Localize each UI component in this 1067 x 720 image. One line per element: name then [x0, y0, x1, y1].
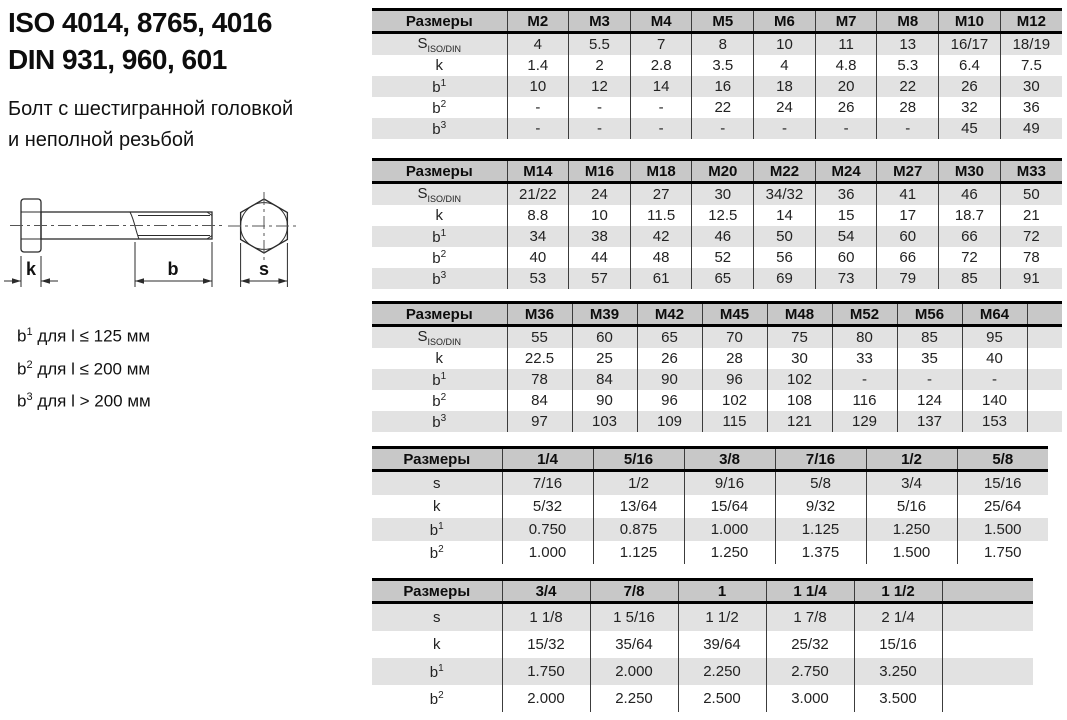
table-row [372, 658, 1033, 685]
value-cell: 25/32 [766, 631, 854, 658]
value-cell: 53 [507, 268, 569, 289]
value-cell: 1.4 [507, 55, 569, 76]
row-label: k [435, 57, 443, 74]
din-title-line: DIN 931, 960, 601 [8, 44, 227, 75]
size-column-header: 7/16 [775, 448, 866, 471]
value-cell: 15 [815, 205, 877, 226]
table-row [372, 118, 1062, 139]
value-cell: 61 [630, 268, 692, 289]
table-row [372, 631, 1033, 658]
value-cell: 56 [754, 247, 816, 268]
table-row [372, 348, 1062, 369]
row-label: $S_{ISO/DIN}$ [417, 35, 462, 54]
value-cell: 4 [754, 55, 816, 76]
value-cell: 72 [1000, 226, 1062, 247]
size-column-header [1027, 303, 1062, 326]
value-cell: 153 [962, 411, 1027, 432]
size-column-header: M6 [754, 10, 816, 33]
value-cell: 0.750 [502, 518, 593, 541]
note-b2: $b^2$ для l ≤ 200 мм [17, 358, 151, 379]
row-label: $b^2$ [432, 248, 447, 267]
row-label: $b^2$ [429, 689, 444, 708]
value-cell: 24 [754, 97, 816, 118]
row-label: $b^1$ [432, 370, 447, 389]
size-column-header: M2 [507, 10, 569, 33]
value-cell: 3.500 [854, 685, 942, 712]
value-cell: 102 [702, 390, 767, 411]
size-column-header: 5/16 [593, 448, 684, 471]
value-cell: 65 [692, 268, 754, 289]
value-cell: 85 [939, 268, 1001, 289]
size-column-header: M8 [877, 10, 939, 33]
header-row [372, 580, 1033, 603]
bolt-technical-drawing [2, 184, 332, 316]
value-cell: 40 [962, 348, 1027, 369]
value-cell: 95 [962, 326, 1027, 349]
value-cell: 18.7 [939, 205, 1001, 226]
value-cell: 41 [877, 183, 939, 206]
header-row [372, 10, 1062, 33]
row-label: $b^2$ [432, 98, 447, 117]
value-cell: 70 [702, 326, 767, 349]
size-column-header: 1 1/2 [854, 580, 942, 603]
value-cell: 39/64 [678, 631, 766, 658]
value-cell: 109 [637, 411, 702, 432]
value-cell: 15/32 [502, 631, 590, 658]
value-cell: 1.500 [957, 518, 1048, 541]
note-b1: $b^1$ для l ≤ 125 мм [17, 326, 151, 346]
row-label: $b^1$ [429, 520, 444, 539]
inch-table-quarter-to-fiveeighths [372, 446, 1048, 564]
value-cell: 3.250 [854, 658, 942, 685]
value-cell: 46 [692, 226, 754, 247]
value-cell: 1.000 [502, 541, 593, 564]
value-cell: - [630, 118, 692, 139]
value-cell: 7/16 [502, 471, 593, 496]
dimension-label-b: b [167, 259, 179, 279]
value-cell: 2.000 [502, 685, 590, 712]
value-cell: 7 [630, 33, 692, 56]
value-cell: 18/19 [1000, 33, 1062, 56]
size-column-header: M48 [767, 303, 832, 326]
size-column-header: M16 [569, 160, 631, 183]
standard-title [8, 4, 272, 78]
value-cell: 34/32 [754, 183, 816, 206]
value-cell: 26 [815, 97, 877, 118]
table-row [372, 247, 1062, 268]
size-column-header: 1 1/4 [766, 580, 854, 603]
size-column-header: M22 [754, 160, 816, 183]
value-cell: - [877, 118, 939, 139]
size-column-header: 1/2 [866, 448, 957, 471]
value-cell: 18 [754, 76, 816, 97]
value-cell: 14 [630, 76, 692, 97]
value-cell: 11.5 [630, 205, 692, 226]
size-column-header: M30 [939, 160, 1001, 183]
value-cell: 1.500 [866, 541, 957, 564]
value-cell: 50 [1000, 183, 1062, 206]
value-cell: 28 [877, 97, 939, 118]
sizes-header-cell: Размеры [372, 303, 507, 326]
size-column-header: 5/8 [957, 448, 1048, 471]
value-cell: 2.8 [630, 55, 692, 76]
value-cell: 60 [815, 247, 877, 268]
value-cell: 90 [637, 369, 702, 390]
value-cell: 33 [832, 348, 897, 369]
size-column-header: M64 [962, 303, 1027, 326]
table-row [372, 411, 1062, 432]
size-column-header: 1/4 [502, 448, 593, 471]
value-cell: 30 [767, 348, 832, 369]
value-cell: 1/2 [593, 471, 684, 496]
value-cell: 60 [572, 326, 637, 349]
metric-table-m36-m64 [372, 301, 1062, 432]
sizes-header-cell: Размеры [372, 10, 507, 33]
value-cell: 26 [939, 76, 1001, 97]
value-cell: 1.750 [502, 658, 590, 685]
description [8, 94, 293, 156]
size-column-header: M7 [815, 10, 877, 33]
value-cell: 69 [754, 268, 816, 289]
value-cell: 48 [630, 247, 692, 268]
table-row [372, 541, 1048, 564]
value-cell: 57 [569, 268, 631, 289]
value-cell [1027, 326, 1062, 349]
row-label: $S_{ISO/DIN}$ [417, 185, 462, 204]
value-cell: 60 [877, 226, 939, 247]
value-cell: 13 [877, 33, 939, 56]
size-column-header: M18 [630, 160, 692, 183]
value-cell: - [897, 369, 962, 390]
size-column-header: M42 [637, 303, 702, 326]
value-cell: 22 [692, 97, 754, 118]
size-column-header: M4 [630, 10, 692, 33]
size-column-header: M36 [507, 303, 572, 326]
value-cell: 1.250 [684, 541, 775, 564]
size-column-header: M12 [1000, 10, 1062, 33]
value-cell: 4 [507, 33, 569, 56]
value-cell: 1.750 [957, 541, 1048, 564]
header-row [372, 448, 1048, 471]
table-row [372, 268, 1062, 289]
value-cell: 121 [767, 411, 832, 432]
value-cell: 15/64 [684, 495, 775, 518]
table-row [372, 390, 1062, 411]
value-cell: 52 [692, 247, 754, 268]
metric-table-m14-m33 [372, 158, 1062, 289]
value-cell: 50 [754, 226, 816, 247]
sizes-header-cell: Размеры [372, 160, 507, 183]
value-cell: 97 [507, 411, 572, 432]
value-cell: 96 [702, 369, 767, 390]
value-cell: 54 [815, 226, 877, 247]
size-column-header: M27 [877, 160, 939, 183]
value-cell: 12.5 [692, 205, 754, 226]
value-cell: 129 [832, 411, 897, 432]
value-cell: - [569, 118, 631, 139]
value-cell: 8 [692, 33, 754, 56]
value-cell [1027, 411, 1062, 432]
value-cell: - [569, 97, 631, 118]
value-cell: 36 [815, 183, 877, 206]
value-cell: 102 [767, 369, 832, 390]
value-cell: 72 [939, 247, 1001, 268]
value-cell: 1.250 [866, 518, 957, 541]
table-row [372, 369, 1062, 390]
table-row [372, 226, 1062, 247]
table-row [372, 183, 1062, 206]
size-column-header: M20 [692, 160, 754, 183]
value-cell: 25/64 [957, 495, 1048, 518]
value-cell: 3.5 [692, 55, 754, 76]
value-cell: 15/16 [957, 471, 1048, 496]
table-row [372, 55, 1062, 76]
row-label: k [435, 207, 443, 224]
size-column-header: M39 [572, 303, 637, 326]
value-cell: 35/64 [590, 631, 678, 658]
value-cell: 10 [754, 33, 816, 56]
value-cell: 20 [815, 76, 877, 97]
value-cell: 11 [815, 33, 877, 56]
value-cell: 75 [767, 326, 832, 349]
table-row [372, 471, 1048, 496]
row-label: $b^3$ [432, 269, 447, 288]
header-row [372, 303, 1062, 326]
metric-table-m2-m12 [372, 8, 1062, 139]
value-cell: 66 [877, 247, 939, 268]
row-label: $b^1$ [432, 77, 447, 96]
value-cell: 78 [1000, 247, 1062, 268]
description-line1: Болт с шестигранной головкой [8, 98, 294, 120]
size-column-header: M10 [939, 10, 1001, 33]
value-cell: 30 [1000, 76, 1062, 97]
value-cell: 46 [939, 183, 1001, 206]
value-cell: 84 [507, 390, 572, 411]
value-cell: 66 [939, 226, 1001, 247]
value-cell: 30 [692, 183, 754, 206]
value-cell: 108 [767, 390, 832, 411]
value-cell: 1.375 [775, 541, 866, 564]
value-cell: 36 [1000, 97, 1062, 118]
value-cell: 4.8 [815, 55, 877, 76]
table-row [372, 326, 1062, 349]
value-cell: 34 [507, 226, 569, 247]
value-cell [942, 603, 1033, 632]
value-cell: - [815, 118, 877, 139]
value-cell: 1 1/8 [502, 603, 590, 632]
value-cell: 1 1/2 [678, 603, 766, 632]
size-column-header: M14 [507, 160, 569, 183]
value-cell: 2.750 [766, 658, 854, 685]
size-column-header: 1 [678, 580, 766, 603]
value-cell: 2.250 [590, 685, 678, 712]
value-cell: 32 [939, 97, 1001, 118]
value-cell: 1.125 [593, 541, 684, 564]
value-cell: 40 [507, 247, 569, 268]
value-cell: 5/16 [866, 495, 957, 518]
value-cell: - [692, 118, 754, 139]
value-cell: 1.125 [775, 518, 866, 541]
size-column-header: 7/8 [590, 580, 678, 603]
table-row [372, 97, 1062, 118]
table-row [372, 76, 1062, 97]
value-cell: - [754, 118, 816, 139]
size-column-header: M56 [897, 303, 962, 326]
row-label: $b^2$ [429, 543, 444, 562]
value-cell: 9/16 [684, 471, 775, 496]
row-label: $b^3$ [432, 119, 447, 138]
table-row [372, 518, 1048, 541]
row-label: k [433, 636, 441, 653]
value-cell: 79 [877, 268, 939, 289]
value-cell: 90 [572, 390, 637, 411]
value-cell: 10 [569, 205, 631, 226]
value-cell: 45 [939, 118, 1001, 139]
value-cell: 2.500 [678, 685, 766, 712]
row-label: k [433, 498, 441, 515]
value-cell: 73 [815, 268, 877, 289]
value-cell: - [832, 369, 897, 390]
value-cell: 1.000 [684, 518, 775, 541]
row-label: $b^2$ [432, 391, 447, 410]
value-cell [942, 631, 1033, 658]
value-cell: 2.000 [590, 658, 678, 685]
value-cell: 38 [569, 226, 631, 247]
value-cell: 5.5 [569, 33, 631, 56]
size-column-header: M24 [815, 160, 877, 183]
size-column-header: M45 [702, 303, 767, 326]
value-cell: 14 [754, 205, 816, 226]
value-cell: 85 [897, 326, 962, 349]
value-cell: 9/32 [775, 495, 866, 518]
dimension-label-k: k [25, 259, 37, 279]
value-cell: 137 [897, 411, 962, 432]
value-cell: 16 [692, 76, 754, 97]
table-row [372, 603, 1033, 632]
value-cell: 8.8 [507, 205, 569, 226]
value-cell: - [630, 97, 692, 118]
value-cell: 13/64 [593, 495, 684, 518]
row-label: $b^3$ [432, 412, 447, 431]
value-cell: 91 [1000, 268, 1062, 289]
value-cell: 96 [637, 390, 702, 411]
value-cell: 27 [630, 183, 692, 206]
value-cell: 12 [569, 76, 631, 97]
value-cell: 5/32 [502, 495, 593, 518]
value-cell [942, 658, 1033, 685]
value-cell: 24 [569, 183, 631, 206]
value-cell: 65 [637, 326, 702, 349]
table-row [372, 495, 1048, 518]
note-b3: $b^3$ для l > 200 мм [17, 391, 151, 411]
value-cell [1027, 369, 1062, 390]
dimension-label-s: s [258, 259, 270, 279]
value-cell: 7.5 [1000, 55, 1062, 76]
value-cell [1027, 348, 1062, 369]
value-cell: 22.5 [507, 348, 572, 369]
value-cell: - [507, 97, 569, 118]
value-cell: - [507, 118, 569, 139]
value-cell: 124 [897, 390, 962, 411]
value-cell: 35 [897, 348, 962, 369]
value-cell: - [962, 369, 1027, 390]
value-cell: 3/4 [866, 471, 957, 496]
size-column-header: 3/4 [502, 580, 590, 603]
value-cell: 140 [962, 390, 1027, 411]
value-cell: 16/17 [939, 33, 1001, 56]
value-cell: 28 [702, 348, 767, 369]
value-cell: 1 5/16 [590, 603, 678, 632]
value-cell: 78 [507, 369, 572, 390]
row-label: k [435, 350, 443, 367]
row-label: s [433, 475, 441, 492]
iso-title-line: ISO 4014, 8765, 4016 [8, 7, 272, 38]
value-cell: 1 7/8 [766, 603, 854, 632]
size-column-header: M5 [692, 10, 754, 33]
row-label: s [433, 609, 441, 626]
value-cell: 6.4 [939, 55, 1001, 76]
value-cell: 0.875 [593, 518, 684, 541]
sizes-header-cell: Размеры [372, 580, 502, 603]
value-cell: 26 [637, 348, 702, 369]
value-cell: 22 [877, 76, 939, 97]
value-cell: 2 1/4 [854, 603, 942, 632]
sizes-header-cell: Размеры [372, 448, 502, 471]
description-line2: и неполной резьбой [8, 129, 195, 151]
value-cell: 2 [569, 55, 631, 76]
table-row [372, 685, 1033, 712]
row-label: $b^1$ [429, 662, 444, 681]
inch-table-threequarter-to-oneandhalf [372, 578, 1033, 712]
value-cell: 21/22 [507, 183, 569, 206]
value-cell: 5.3 [877, 55, 939, 76]
size-column-header: M33 [1000, 160, 1062, 183]
size-column-header: M3 [569, 10, 631, 33]
value-cell: 80 [832, 326, 897, 349]
value-cell: 44 [569, 247, 631, 268]
value-cell [942, 685, 1033, 712]
value-cell: 2.250 [678, 658, 766, 685]
table-row [372, 33, 1062, 56]
value-cell: 116 [832, 390, 897, 411]
table-row [372, 205, 1062, 226]
size-column-header [942, 580, 1033, 603]
row-label: $b^1$ [432, 227, 447, 246]
value-cell: 55 [507, 326, 572, 349]
value-cell: 15/16 [854, 631, 942, 658]
value-cell: 3.000 [766, 685, 854, 712]
value-cell: 115 [702, 411, 767, 432]
value-cell: 17 [877, 205, 939, 226]
value-cell: 84 [572, 369, 637, 390]
value-cell: 10 [507, 76, 569, 97]
size-column-header: M52 [832, 303, 897, 326]
thread-length-notes [17, 318, 151, 416]
value-cell: 42 [630, 226, 692, 247]
value-cell [1027, 390, 1062, 411]
row-label: $S_{ISO/DIN}$ [417, 328, 462, 347]
size-column-header: 3/8 [684, 448, 775, 471]
value-cell: 21 [1000, 205, 1062, 226]
header-row [372, 160, 1062, 183]
value-cell: 5/8 [775, 471, 866, 496]
value-cell: 49 [1000, 118, 1062, 139]
value-cell: 103 [572, 411, 637, 432]
value-cell: 25 [572, 348, 637, 369]
